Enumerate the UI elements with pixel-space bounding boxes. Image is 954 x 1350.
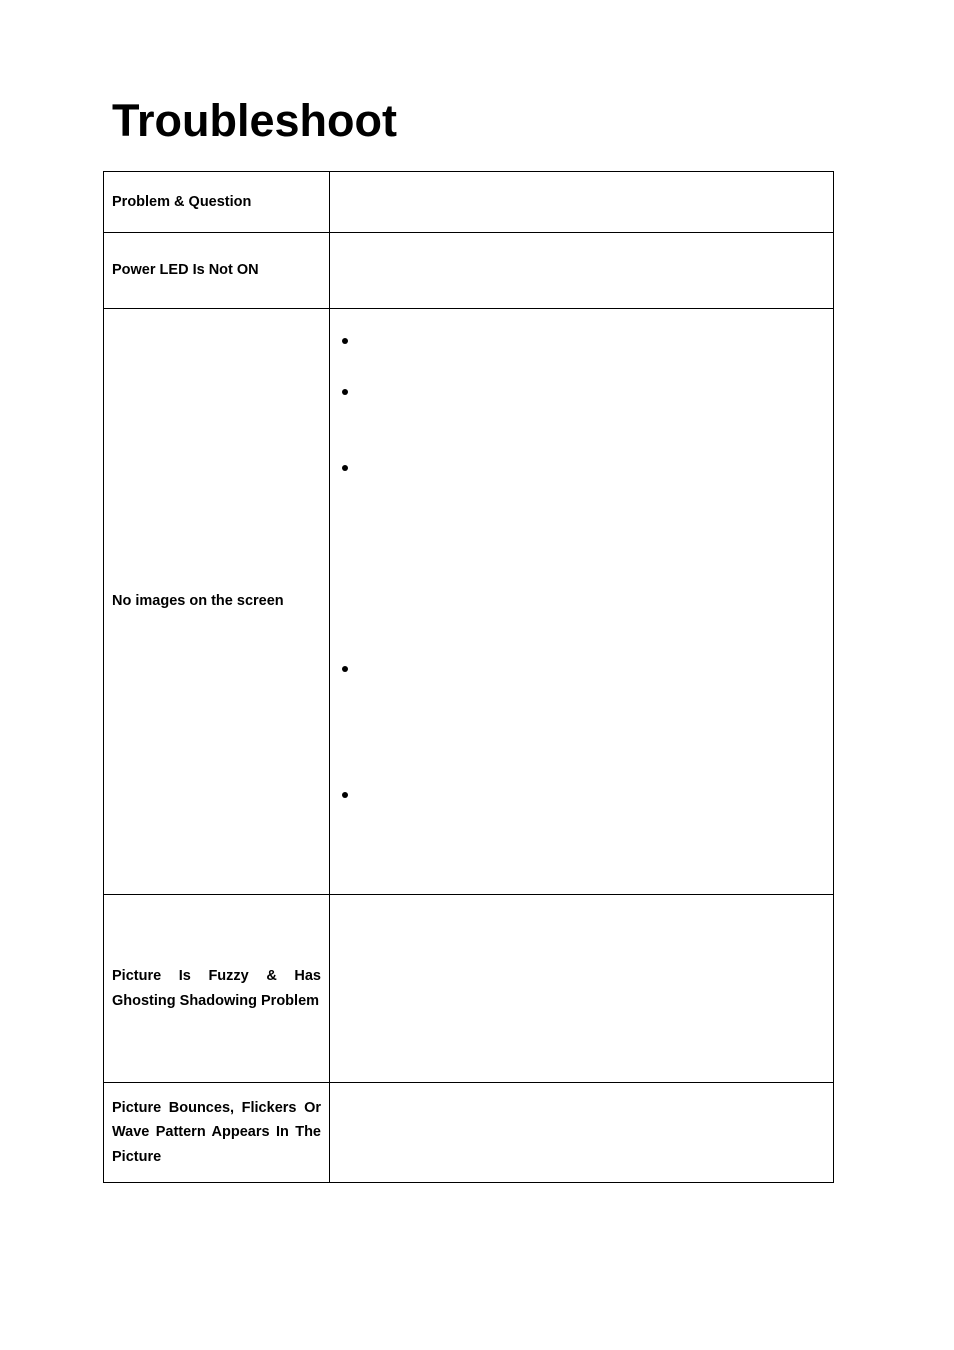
solution-cell-power-led	[330, 233, 834, 309]
solution-cell-bounce	[330, 1083, 834, 1183]
problem-cell-fuzzy	[104, 895, 330, 1083]
bullet-icon	[342, 666, 348, 672]
problem-label: Power LED Is Not ON	[112, 262, 259, 279]
problem-label: No images on the screen	[112, 593, 284, 610]
solution-cell-fuzzy	[330, 895, 834, 1083]
header-problem-label: Problem & Question	[112, 193, 252, 210]
table-row	[104, 309, 834, 895]
bullet-icon	[342, 338, 348, 344]
table-row	[104, 233, 834, 309]
problem-cell-no-images	[104, 309, 330, 895]
header-solution-cell	[330, 172, 834, 233]
problem-cell-bounce	[104, 1083, 330, 1183]
problem-cell-power-led	[104, 233, 330, 309]
problem-label: Picture Is Fuzzy & Has Ghosting Shadowing Problem	[112, 968, 321, 1009]
header-problem-cell	[104, 172, 330, 233]
problem-label: Picture Bounces, Flickers Or Wave Pattern Appears In The Picture	[112, 1099, 321, 1165]
bullet-icon	[342, 792, 348, 798]
page-title: Troubleshoot	[112, 95, 397, 146]
bullet-icon	[342, 389, 348, 395]
table-row	[104, 1083, 834, 1183]
bullet-icon	[342, 465, 348, 471]
solution-cell-no-images	[330, 309, 834, 895]
troubleshoot-table	[103, 171, 834, 1183]
table-row	[104, 895, 834, 1083]
table-header-row	[104, 172, 834, 233]
